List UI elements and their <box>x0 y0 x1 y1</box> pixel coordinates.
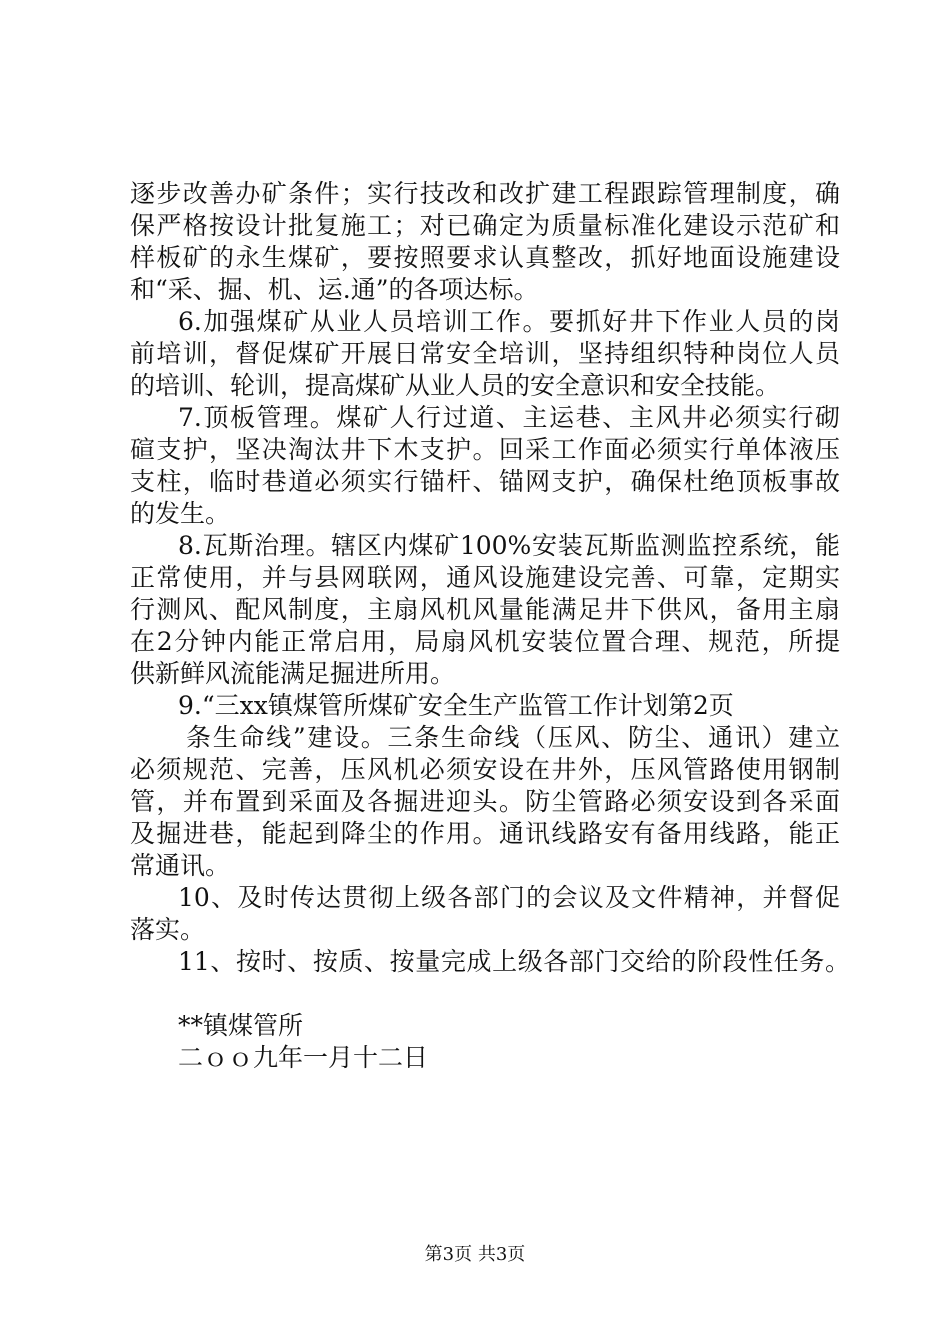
paragraph-line: 常通讯。 <box>130 851 231 880</box>
paragraph-line: 碹支护，坚决淘汰井下木支护。回采工作面必须实行单体液压 <box>130 435 840 464</box>
paragraph-line: 在2分钟内能正常启用，局扇风机安装位置合理、规范，所提 <box>130 627 840 656</box>
paragraph-line: 8.瓦斯治理。辖区内煤矿100%安装瓦斯监测监控系统，能 <box>178 531 840 560</box>
paragraph-line: 必须规范、完善，压风机必须安设在井外，压风管路使用钢制 <box>130 755 840 784</box>
paragraph-line: 保严格按设计批复施工；对已确定为质量标准化建设示范矿和 <box>130 211 840 240</box>
paragraph-line: 7.顶板管理。煤矿人行过道、主运巷、主风井必须实行砌 <box>178 403 840 432</box>
paragraph-line: 和“采、掘、机、运.通”的各项达标。 <box>130 275 539 304</box>
paragraph-line: 行测风、配风制度，主扇风机风量能满足井下供风，备用主扇 <box>130 595 840 624</box>
paragraph-line: 的培训、轮训，提高煤矿从业人员的安全意识和安全技能。 <box>130 371 781 400</box>
paragraph-line: 11、按时、按质、按量完成上级各部门交给的阶段性任务。 <box>178 947 850 976</box>
paragraph-line: 落实。 <box>130 915 206 944</box>
paragraph-line: 供新鲜风流能满足掘进所用。 <box>130 659 456 688</box>
paragraph-line: 条生命线”建设。三条生命线（压风、防尘、通讯）建立 <box>186 723 840 752</box>
paragraph-line: 管，并布置到采面及各掘进迎头。防尘管路必须安设到各采面 <box>130 787 840 816</box>
paragraph-line: 的发生。 <box>130 499 231 528</box>
paragraph-line: 正常使用，并与县网联网，通风设施建设完善、可靠，定期实 <box>130 563 840 592</box>
paragraph-line: 前培训，督促煤矿开展日常安全培训，坚持组织特种岗位人员 <box>130 339 840 368</box>
paragraph-line: 及掘进巷，能起到降尘的作用。通讯线路安有备用线路，能正 <box>130 819 840 848</box>
paragraph-line: 支柱，临时巷道必须实行锚杆、锚网支护，确保杜绝顶板事故 <box>130 467 840 496</box>
signature-org: **镇煤管所 <box>178 1011 304 1040</box>
paragraph-line: 逐步改善办矿条件；实行技改和改扩建工程跟踪管理制度，确 <box>130 179 840 208</box>
paragraph-line: 9.“三xx镇煤管所煤矿安全生产监管工作计划第2页 <box>178 691 734 720</box>
paragraph-line: 10、及时传达贯彻上级各部门的会议及文件精神，并督促 <box>178 883 840 912</box>
paragraph-line: 6.加强煤矿从业人员培训工作。要抓好井下作业人员的岗 <box>178 307 840 336</box>
paragraph-line: 样板矿的永生煤矿，要按照要求认真整改，抓好地面设施建设 <box>130 243 840 272</box>
signature-date: 二ｏｏ九年一月十二日 <box>178 1043 429 1072</box>
page-footer: 第3页 共3页 <box>424 1244 526 1265</box>
